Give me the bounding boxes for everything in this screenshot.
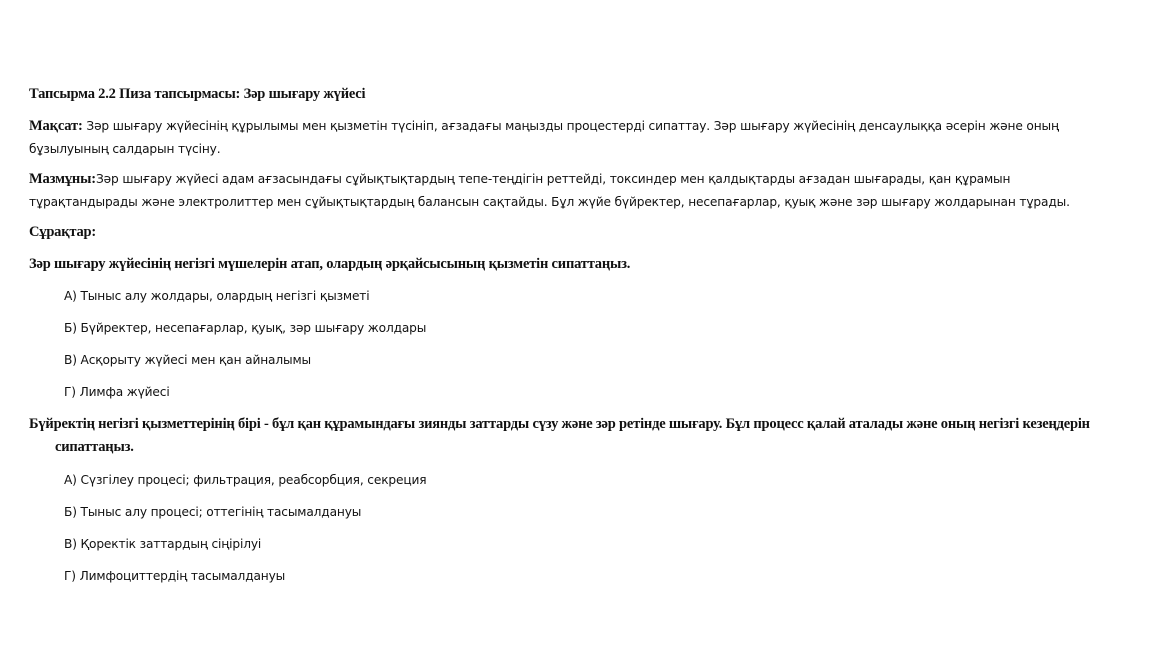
question-1-option-b: Б) Бүйректер, несепағарлар, қуық, зәр шығару жолдары bbox=[64, 321, 427, 335]
question-2-text: Бүйректің негізгі қызметтерінің бірі - бұл қан құрамындағы зиянды заттарды сүзу және зәр ретінде шығару. Бұл процесс қалай аталады және оның негізгі кезеңдерін сипаттаңыз. bbox=[29, 416, 1090, 455]
question-1-options bbox=[29, 285, 1099, 403]
question-1-option-c: В) Асқорыту жүйесі мен қан айналымы bbox=[64, 353, 311, 367]
question-1-option-a: А) Тыныс алу жолдары, олардың негізгі қызметі bbox=[64, 289, 370, 303]
questions-heading: Сұрақтар: bbox=[29, 224, 97, 240]
question-2-options bbox=[29, 469, 1099, 587]
question-block-1 bbox=[29, 253, 1099, 403]
goal-label: Мақсат: bbox=[29, 118, 83, 134]
content-paragraph bbox=[29, 168, 1099, 213]
document-page bbox=[29, 83, 1099, 597]
goal-paragraph bbox=[29, 115, 1099, 160]
task-title: Тапсырма 2.2 Пиза тапсырмасы: Зәр шығару жүйесі bbox=[29, 86, 366, 102]
question-1-option-d: Г) Лимфа жүйесі bbox=[64, 385, 170, 399]
goal-text: Зәр шығару жүйесінің құрылымы мен қызметін түсініп, ағзадағы маңызды процестерді сипаттау. Зәр шығару жүйесінің денсаулыққа әсерін және оның бұзылуының салдарын түсіну. bbox=[29, 119, 1059, 156]
question-1-text: Зәр шығару жүйесінің негізгі мүшелерін атап, олардың әрқайсысының қызметін сипаттаңыз. bbox=[29, 256, 631, 272]
question-2-option-c: В) Қоректік заттардың сіңірілуі bbox=[64, 537, 262, 551]
content-text: Зәр шығару жүйесі адам ағзасындағы сұйықтықтардың тепе-теңдігін реттейді, токсиндер мен қалдықтарды ағзадан шығарады, қан құрамын тұрақтандырады және электролиттер мен сұйықтықтардың балансын сақтайды. Бұл жүйе бүйректер, несепағарлар, қуық және зәр шығару жолдарынан тұрады. bbox=[29, 172, 1070, 209]
question-block-2 bbox=[29, 413, 1099, 587]
question-2-option-a: А) Сүзгілеу процесі; фильтрация, реабсорбция, секреция bbox=[64, 473, 427, 487]
content-label: Мазмұны: bbox=[29, 171, 96, 187]
question-2-option-b: Б) Тыныс алу процесі; оттегінің тасымалдануы bbox=[64, 505, 362, 519]
question-2-option-d: Г) Лимфоциттердің тасымалдануы bbox=[64, 569, 286, 583]
